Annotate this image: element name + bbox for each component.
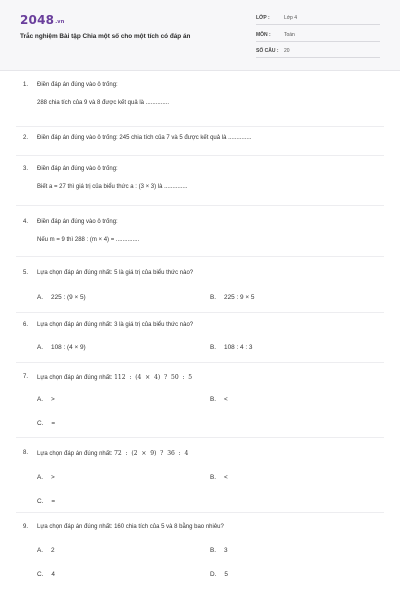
question-number: 2.	[23, 135, 29, 141]
option-a[interactable]: A. 2	[37, 547, 55, 554]
question-stem: Lựa chọn đáp án đúng nhất: 112 : (4 × 4) ? 50 : 5	[37, 374, 193, 381]
question-stem: Lựa chọn đáp án đúng nhất: 5 là giá trị của biểu thức nào?	[37, 270, 194, 276]
divider	[16, 155, 384, 156]
divider	[16, 362, 384, 363]
question-number: 5.	[23, 270, 29, 276]
question-number: 7.	[23, 374, 29, 380]
question-stem: Lựa chọn đáp án đúng nhất: 160 chia tích của 5 và 8 bằng bao nhiêu?	[37, 524, 224, 530]
divider	[16, 205, 384, 206]
page-header	[0, 0, 400, 71]
divider	[16, 126, 384, 127]
option-b[interactable]: B. <	[210, 474, 228, 481]
question-fill-blank[interactable]: Biết a = 27 thì giá trị của biểu thức a : (3 × 3) là ..............	[37, 184, 188, 190]
divider	[16, 256, 384, 257]
option-c[interactable]: C. =	[37, 498, 56, 505]
question-number: 3.	[23, 166, 29, 172]
option-b[interactable]: B. 3	[210, 547, 228, 554]
option-a[interactable]: A. >	[37, 396, 55, 403]
question-stem: Lựa chọn đáp án đúng nhất: 72 : (2 × 9) ? 36 : 4	[37, 450, 189, 457]
option-a[interactable]: A. 108 : (4 × 9)	[37, 344, 86, 351]
question-number: 9.	[23, 524, 29, 530]
option-a[interactable]: A. >	[37, 474, 55, 481]
question-number: 4.	[23, 219, 29, 225]
question-stem: Lựa chọn đáp án đúng nhất: 3 là giá trị của biểu thức nào?	[37, 322, 194, 328]
question-fill-blank[interactable]: 288 chia tích của 9 và 8 được kết quả là ..............	[37, 100, 170, 106]
question-fill-blank[interactable]: Nếu m = 9 thì 288 : (m × 4) = ..............	[37, 237, 140, 243]
divider	[16, 312, 384, 313]
question-number: 6.	[23, 322, 29, 328]
question-number: 8.	[23, 450, 29, 456]
option-c[interactable]: C. 4	[37, 571, 55, 578]
meta-class: LỚP : Lớp 4	[256, 13, 380, 25]
divider	[16, 512, 384, 513]
option-b[interactable]: B. <	[210, 396, 228, 403]
question-stem: Điền đáp án đúng vào ô trống:	[37, 166, 118, 172]
question-number: 1.	[23, 82, 29, 88]
question-stem[interactable]: Điền đáp án đúng vào ô trống: 245 chia tích của 7 và 5 được kết quả là ..............	[37, 135, 252, 141]
option-b[interactable]: B. 108 : 4 : 3	[210, 344, 253, 351]
meta-subject: MÔN : Toán	[256, 30, 380, 42]
option-d[interactable]: D. 5	[210, 571, 228, 578]
question-stem: Điền đáp án đúng vào ô trống:	[37, 219, 118, 225]
divider	[16, 437, 384, 438]
option-c[interactable]: C. =	[37, 420, 56, 427]
meta-question-count: SỐ CÂU : 20	[256, 46, 380, 58]
option-a[interactable]: A. 225 : (9 × 5)	[37, 294, 86, 301]
document-title: Trắc nghiệm Bài tập Chia một số cho một tích có đáp án	[20, 33, 191, 40]
option-b[interactable]: B. 225 : 9 × 5	[210, 294, 255, 301]
site-logo[interactable]: 2048.vn	[20, 13, 65, 27]
question-stem: Điền đáp án đúng vào ô trống:	[37, 82, 118, 88]
